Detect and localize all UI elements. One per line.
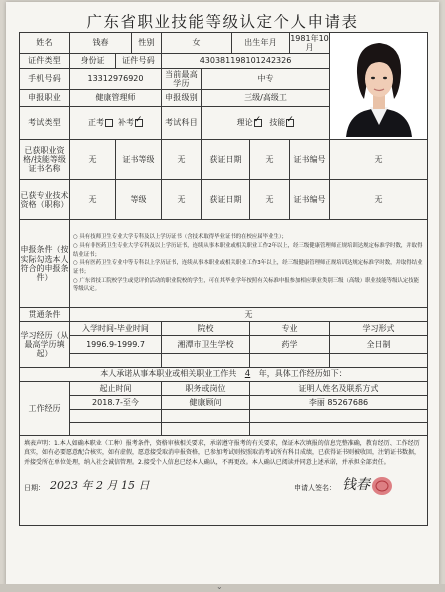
cert-level-label: 证书等级 [116, 140, 162, 180]
cert-date-label: 获证日期 [202, 140, 250, 180]
cert-level-value: 无 [162, 140, 202, 180]
subject-theory-label: 理论 [236, 118, 253, 128]
level-value: 三级/高级工 [202, 89, 330, 106]
held-title-label: 已获专业技术资格（职称） [20, 180, 70, 220]
study-mode-value: 全日制 [330, 336, 428, 354]
condition-item[interactable]: ○ 广东省技工院校学生或党评价活动的职业院校的学生，可在其毕业学年按照有关标准申报参加相应职业类别三级（高级）职业技能等级认定技能等级认定。 [73, 277, 420, 293]
edu-empty-cell [70, 354, 162, 368]
date-label: 日期： [24, 484, 45, 493]
phone-value: 13312976920 [70, 68, 162, 89]
education-label: 当前最高学历 [162, 68, 202, 89]
fingerprint-stamp [370, 475, 394, 497]
id-type-value: 身份证 [70, 54, 116, 69]
major-header: 专业 [250, 322, 330, 336]
level-label: 申报级别 [162, 89, 202, 106]
exam-normal-checkbox[interactable] [105, 119, 113, 127]
subject-theory-checkbox[interactable] [254, 119, 262, 127]
education-value: 中专 [202, 68, 330, 89]
title-date-value: 无 [250, 180, 290, 220]
portrait-image [330, 33, 428, 137]
edu-history-label: 学习经历（从最高学历填起） [20, 322, 70, 368]
work-empty-cell [250, 410, 428, 423]
condition-item[interactable]: ○ 具有医药卫生专业中等专科以上学历证书，连续从事本职业或相关职业工作3年以上，经三级健康管理师正规培训达规定标准学时数，并取得结业证书； [73, 260, 423, 275]
work-time-header: 起止时间 [70, 382, 162, 396]
work-years-suffix: 年，具体工作经历如下： [258, 369, 347, 379]
birth-label: 出生年月 [232, 33, 290, 54]
work-time-value: 2018.7-至今 [70, 396, 162, 410]
held-cert-value: 无 [70, 140, 116, 180]
exam-retake-label: 补考 [118, 118, 135, 128]
cert-date-value: 无 [250, 140, 290, 180]
profession-label: 申报职业 [20, 89, 70, 106]
form-title: 广东省职业技能等级认定个人申请表 [86, 13, 359, 31]
witness-value: 李丽 85267686 [250, 396, 428, 410]
exam-subject-options [202, 106, 330, 140]
commitment-text: 填表声明：1.本人如确本职业（工种）报考条件，资格审核相关要求，承诺遵守报考的有关要求，保证本次填报的信息完整准确，教育经历、工作经历真实，如有必要愿意配合核实，如有虚假，愿意接受取消申报资格，已参加考试则按照取消考试所有科目成绩，已获得证书则被收回，注销证书数据，并接受所在单位处理，纳入社会诚信管理。2.接受个人信息已经本人确认，不再更改。本人确认已阅读并同意上述承诺，并承担全部责任。 [24, 440, 421, 466]
birth-value: 1981年10月 [290, 33, 329, 52]
edu-empty-cell [330, 354, 428, 368]
applicant-photo [330, 33, 428, 140]
work-years-value: 4 [244, 369, 251, 380]
id-type-label: 证件类型 [20, 54, 70, 69]
exam-type-options [70, 106, 162, 140]
name-value: 钱春 [70, 33, 132, 54]
name-label: 姓名 [20, 33, 70, 54]
signature-label: 申请人签名： [294, 484, 336, 493]
conditions-list [70, 220, 428, 308]
subject-skill-label: 技能 [269, 118, 286, 128]
condition-item[interactable]: ○ 具有技师卫生专业大学专科及以上学历证书（含技术取得毕业证书的在校应届毕业生）； [73, 234, 287, 241]
conditions-label: 申报条件（按实际勾选本人符合的申报条件） [20, 220, 70, 308]
work-post-value: 健康顾问 [162, 396, 250, 410]
condition-item[interactable]: ○ 具有非医药卫生专业大学专科及以上学历证书，连续从事本职业或相关职业工作2年以上，经三级健康管理师正规培训达规定标准学时数，并取得结业证书； [73, 243, 423, 258]
profession-value: 健康管理师 [70, 89, 162, 106]
viewer-bottom-bar [0, 584, 445, 592]
exam-normal-label: 正考 [87, 118, 104, 128]
witness-header: 证明人姓名及联系方式 [250, 382, 428, 396]
edu-empty-cell [162, 354, 250, 368]
subject-skill-checkbox[interactable] [286, 119, 294, 127]
cert-no-value: 无 [330, 140, 428, 180]
phone-label: 手机号码 [20, 68, 70, 89]
chevron-down-icon[interactable]: ⌄ [216, 582, 223, 591]
cert-no-label: 证书编号 [290, 140, 330, 180]
exam-retake-checkbox[interactable] [135, 119, 143, 127]
exam-type-label: 考试类型 [20, 106, 70, 140]
work-empty-cell [250, 423, 428, 436]
title-date-label: 获证日期 [202, 180, 250, 220]
id-number-label: 证件号码 [116, 54, 162, 69]
title-level-label: 等级 [116, 180, 162, 220]
edu-time-header: 入学时间-毕业时间 [70, 322, 162, 336]
path-value: 无 [70, 308, 428, 322]
held-title-value: 无 [70, 180, 116, 220]
work-post-header: 职务或岗位 [162, 382, 250, 396]
school-value: 湘潭市卫生学校 [162, 336, 250, 354]
exam-subject-label: 考试科目 [162, 106, 202, 140]
work-empty-cell [70, 410, 162, 423]
path-label: 贯通条件 [20, 308, 70, 322]
work-history-label: 工作经历 [20, 382, 70, 436]
school-header: 院校 [162, 322, 250, 336]
study-mode-header: 学习形式 [330, 322, 428, 336]
work-years-statement [20, 368, 428, 382]
title-level-value: 无 [162, 180, 202, 220]
held-cert-label: 已获职业资格/技能等级证书名称 [20, 140, 70, 180]
edu-empty-cell [250, 354, 330, 368]
work-empty-cell [162, 410, 250, 423]
id-number-value: 430381198101242326 [162, 54, 330, 69]
handwritten-date: 2023 年 2 月 15 日 [50, 479, 150, 493]
application-form-paper [6, 2, 439, 586]
gender-label: 性别 [132, 33, 162, 54]
work-empty-cell [162, 423, 250, 436]
major-value: 药学 [250, 336, 330, 354]
commitment-section [20, 436, 428, 526]
work-years-prefix: 本人承诺从事本职业或相关职业工作共 [100, 369, 237, 379]
work-empty-cell [70, 423, 162, 436]
form-table [19, 32, 428, 526]
gender-value: 女 [162, 33, 232, 54]
title-no-label: 证书编号 [290, 180, 330, 220]
title-no-value: 无 [330, 180, 428, 220]
edu-time-value: 1996.9-1999.7 [70, 336, 162, 354]
handwritten-signature: 钱春 [342, 477, 370, 494]
